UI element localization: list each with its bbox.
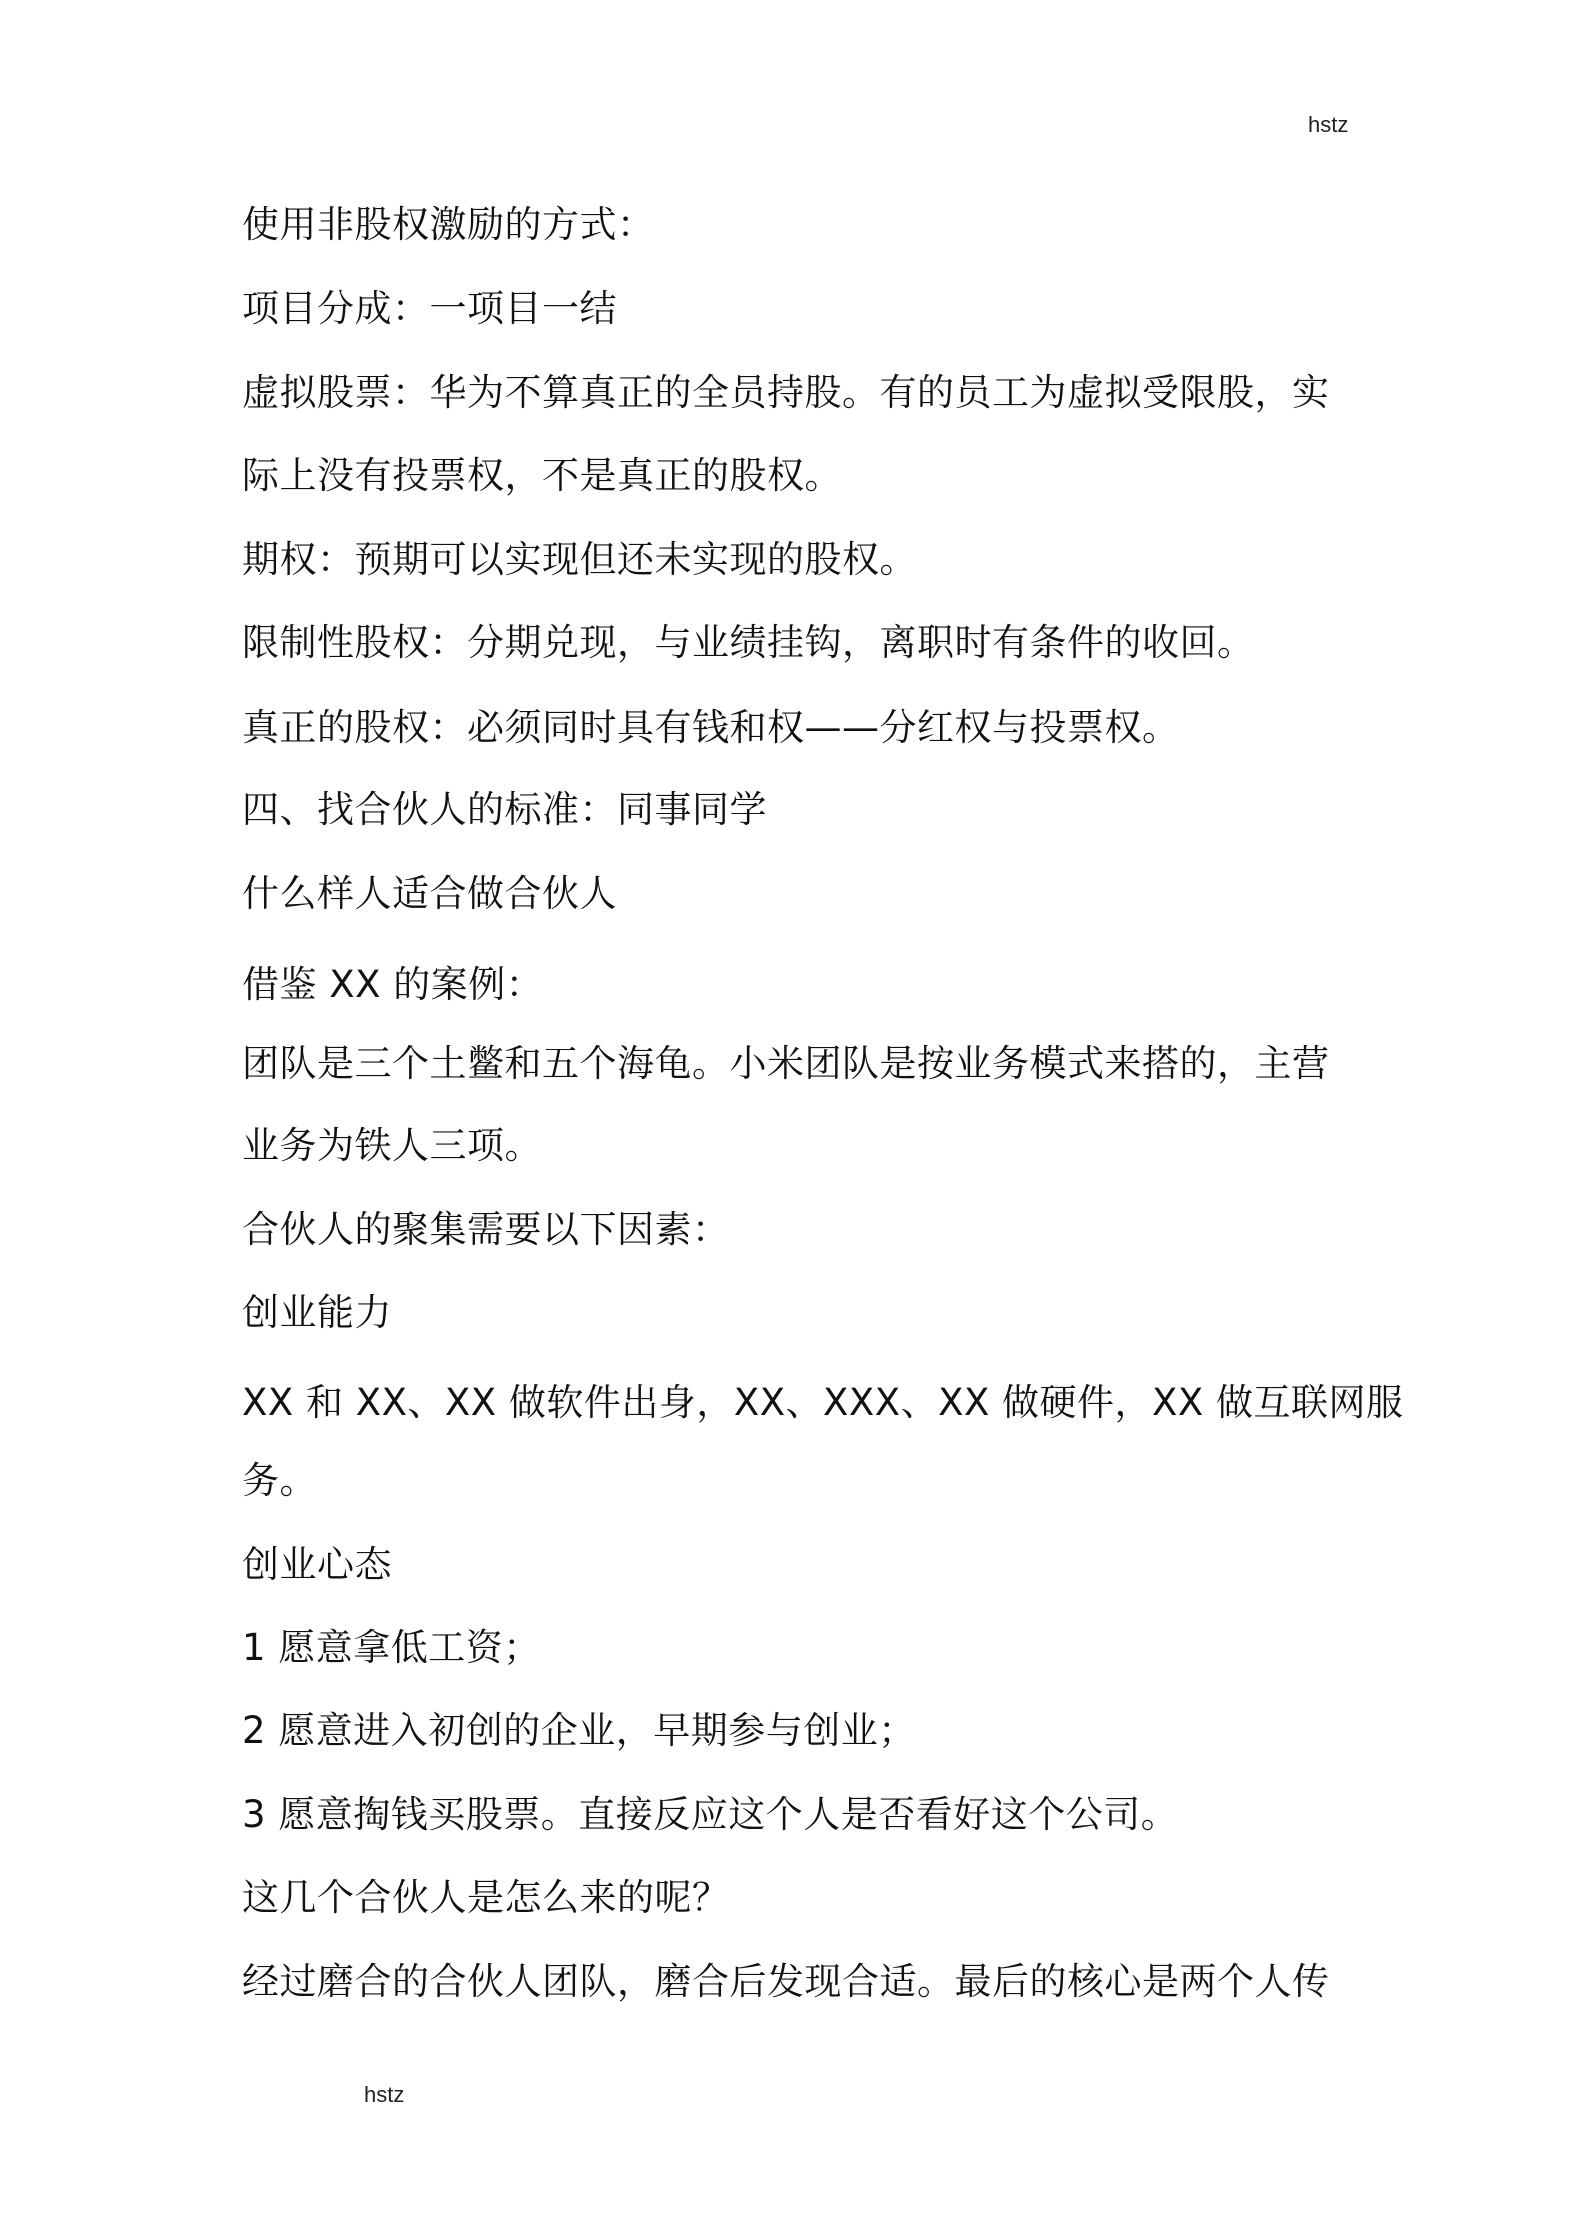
text-line: 限制性股权：分期兑现，与业绩挂钩，离职时有条件的收回。 — [242, 621, 1255, 664]
text-line: 团队是三个土鳖和五个海龟。小米团队是按业务模式来搭的，主营 — [242, 1042, 1330, 1085]
header-watermark: hstz — [1308, 112, 1349, 137]
text-line: 使用非股权激励的方式： — [242, 203, 655, 246]
text-line: 项目分成：一项目一结 — [242, 287, 617, 330]
text-line: 1 愿意拿低工资； — [242, 1626, 541, 1669]
text-line: 创业能力 — [242, 1291, 392, 1334]
text-line: 创业心态 — [242, 1543, 392, 1586]
text-line: 3 愿意掏钱买股票。直接反应这个人是否看好这个公司。 — [242, 1793, 1179, 1836]
text-line: 务。 — [242, 1459, 317, 1502]
text-line: 期权：预期可以实现但还未实现的股权。 — [242, 538, 917, 581]
text-line: 借鉴 XX 的案例： — [242, 963, 544, 1006]
text-line: 什么样人适合做合伙人 — [242, 872, 617, 915]
text-line: 际上没有投票权，不是真正的股权。 — [242, 454, 842, 497]
footer-watermark: hstz — [364, 2082, 405, 2107]
text-line: XX 和 XX、XX 做软件出身，XX、XXX、XX 做硬件，XX 做互联网服 — [242, 1381, 1404, 1424]
text-line: 2 愿意进入初创的企业，早期参与创业； — [242, 1709, 916, 1752]
text-line: 业务为铁人三项。 — [242, 1124, 542, 1167]
text-line: 经过磨合的合伙人团队，磨合后发现合适。最后的核心是两个人传 — [242, 1960, 1330, 2003]
text-line: 虚拟股票：华为不算真正的全员持股。有的员工为虚拟受限股，实 — [242, 371, 1330, 414]
text-line: 四、找合伙人的标准：同事同学 — [242, 788, 767, 831]
text-line: 合伙人的聚集需要以下因素： — [242, 1208, 730, 1251]
text-line: 真正的股权：必须同时具有钱和权——分红权与投票权。 — [242, 706, 1180, 749]
text-line: 这几个合伙人是怎么来的呢？ — [242, 1876, 730, 1919]
